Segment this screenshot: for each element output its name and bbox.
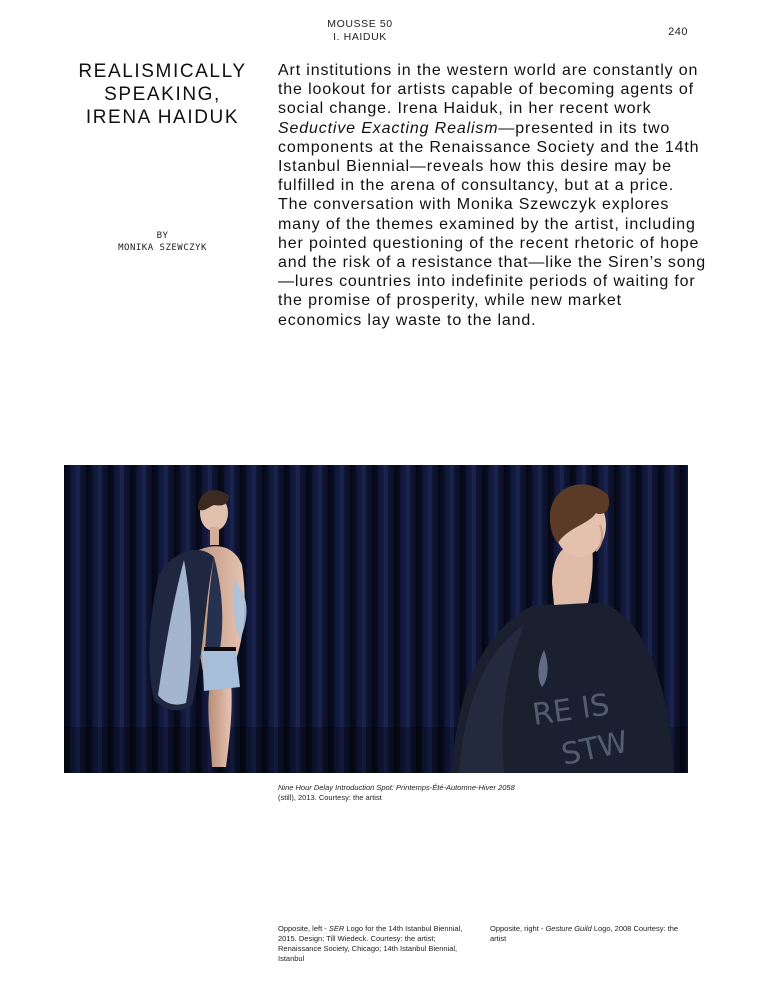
intro-paragraph [278, 61, 708, 330]
section-name: I. HAIDUK [333, 31, 387, 43]
byline [90, 230, 235, 254]
footnote-left-prefix: Opposite, left - [278, 924, 329, 933]
title-line: IRENA HAIDUK [85, 107, 240, 128]
footnote-right-prefix: Opposite, right - [490, 924, 546, 933]
byline-by: BY [156, 231, 169, 241]
magazine-issue: MOUSSE 50 [327, 18, 393, 30]
photo-illustration [64, 465, 688, 773]
photo-caption [278, 783, 658, 803]
title-line: REALISMICALLY [78, 61, 247, 82]
intro-text-2: —presented in its two components at the Renaissance Society and the 14th Istanbul Biennial—reveals how this desire may be fulfilled in the arena of consultancy, but at a price. The conversation with Monika Szewczyk explores many of the themes examined by the artist, including her pointed questioning of the recent rhetoric of hope and the risk of a resistance that—like the Siren’s song—lures countries into indefinite periods of waiting for the promise of prosperity, while new market economics lay waste to the land. [278, 119, 706, 329]
footnote-right [490, 924, 690, 944]
running-header [300, 18, 420, 44]
artwork-photo [64, 465, 688, 773]
page-number: 240 [668, 26, 688, 38]
svg-text:RE IS: RE IS [530, 687, 612, 733]
footnote-right-italic: Gesture Guild [545, 924, 592, 933]
title-line: SPEAKING, [104, 84, 221, 105]
footnote-left-text: Logo for the 14th Istanbul Biennial, 2015. Design: Till Wiedeck. Courtesy: the artist; Renaissance Society, Chicago; 14th Istanbul Biennial, Istanbul [278, 924, 463, 963]
footnote-right-text: Logo, 2008 Courtesy: the artist [490, 924, 679, 943]
caption-details: (still), 2013. Courtesy: the artist [278, 793, 382, 802]
author-name: MONIKA SZEWCZYK [118, 243, 207, 253]
work-title: Seductive Exacting Realism [278, 119, 499, 137]
footnote-left-italic: SER [328, 924, 345, 933]
intro-text-1: Art institutions in the western world are constantly on the lookout for artists capable of becoming agents of social change. Irena Haiduk, in her recent work [278, 62, 699, 118]
caption-title: Nine Hour Delay Introduction Spot: Printemps-Été-Automne-Hiver 2058 [278, 783, 515, 792]
footnote-left [278, 924, 478, 964]
svg-text:STW: STW [558, 724, 632, 773]
article-title [60, 60, 265, 129]
